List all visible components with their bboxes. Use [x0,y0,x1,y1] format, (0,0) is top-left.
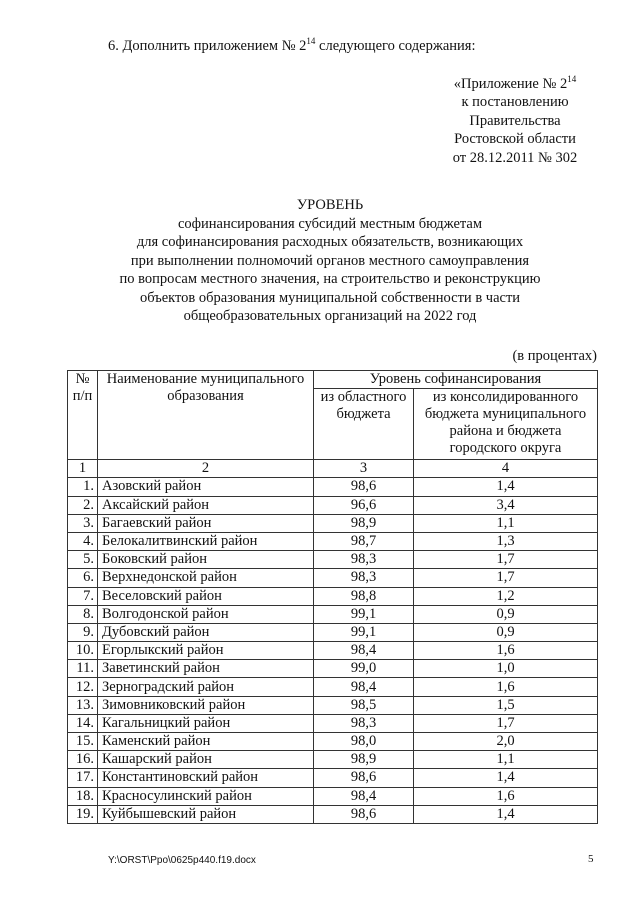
regional-share: 98,5 [314,696,414,714]
municipality-name: Азовский район [98,478,314,496]
row-number: 12. [68,678,98,696]
municipality-name: Зимовниковский район [98,696,314,714]
table-row [68,496,598,514]
appendix-sup: 14 [567,74,577,84]
table-row [68,678,598,696]
local-share: 1,6 [414,642,598,660]
row-number: 9. [68,623,98,641]
local-share: 0,9 [414,605,598,623]
title-heading: УРОВЕНЬ [296,197,364,213]
local-share: 1,1 [414,751,598,769]
column-number: 3 [314,460,414,478]
header-regional: из областного бюджета [314,389,414,460]
column-number: 2 [98,460,314,478]
row-number: 13. [68,696,98,714]
row-number: 1. [68,478,98,496]
regional-share: 98,6 [314,769,414,787]
regional-share: 99,1 [314,623,414,641]
table-row [68,551,598,569]
header-name: Наименование муниципального образования [98,371,314,460]
municipality-name: Багаевский район [98,514,314,532]
local-share: 1,7 [414,551,598,569]
column-number-row [68,460,598,478]
regional-share: 98,7 [314,532,414,550]
intro-text: 6. Дополнить приложением № 2 [108,37,307,54]
municipality-name: Константиновский район [98,769,314,787]
title-line: объектов образования муниципальной собственности в части [139,289,521,306]
title-line: по вопросам местного значения, на строительство и реконструкцию [119,271,541,287]
appendix-line: от 28.12.2011 № 302 [452,149,578,166]
regional-share: 98,4 [314,678,414,696]
table-row [68,587,598,605]
local-share: 1,7 [414,569,598,587]
table-row [68,642,598,660]
municipality-name: Заветинский район [98,660,314,678]
column-number: 4 [414,460,598,478]
row-number: 17. [68,769,98,787]
municipality-name: Кагальницкий район [98,714,314,732]
local-share: 1,4 [414,805,598,823]
local-share: 1,2 [414,587,598,605]
appendix-block [420,70,610,167]
municipality-name: Зерноградский район [98,678,314,696]
row-number: 11. [68,660,98,678]
row-number: 3. [68,514,98,532]
local-share: 1,1 [414,514,598,532]
regional-share: 98,9 [314,751,414,769]
row-number: 18. [68,787,98,805]
table-row [68,660,598,678]
local-share: 1,4 [414,478,598,496]
header-num: № п/п [68,371,98,460]
local-share: 1,4 [414,769,598,787]
row-number: 8. [68,605,98,623]
title-line: при выполнении полномочий органов местного самоуправления [130,252,530,269]
intro-paragraph [108,36,476,55]
municipality-name: Красносулинский район [98,787,314,805]
municipality-name: Дубовский район [98,623,314,641]
row-number: 2. [68,496,98,514]
document-title [60,196,600,326]
table-row [68,569,598,587]
local-share: 1,0 [414,660,598,678]
row-number: 10. [68,642,98,660]
municipality-name: Белокалитвинский район [98,532,314,550]
municipality-name: Аксайский район [98,496,314,514]
table-row [68,733,598,751]
row-number: 4. [68,532,98,550]
appendix-line: Ростовской области [454,131,576,148]
regional-share: 98,9 [314,514,414,532]
municipality-name: Кашарский район [98,751,314,769]
regional-share: 96,6 [314,496,414,514]
regional-share: 99,1 [314,605,414,623]
regional-share: 98,6 [314,478,414,496]
table-row [68,514,598,532]
table-row [68,751,598,769]
municipality-name: Каменский район [98,733,314,751]
municipality-name: Боковский район [98,551,314,569]
title-line: для софинансирования расходных обязательств, возникающих [136,234,524,250]
local-share: 0,9 [414,623,598,641]
table-row [68,532,598,550]
footer-path: Y:\ORST\Ppo\0625p440.f19.docx [108,855,256,866]
regional-share: 98,4 [314,787,414,805]
row-number: 14. [68,714,98,732]
table-row [68,623,598,641]
regional-share: 98,3 [314,714,414,732]
table-row [68,787,598,805]
appendix-line: Правительства [469,112,561,129]
unit-label: (в процентах) [512,348,597,364]
appendix-line: «Приложение № 2 [453,75,568,92]
header-row [68,371,598,389]
row-number: 7. [68,587,98,605]
regional-share: 98,8 [314,587,414,605]
local-share: 1,6 [414,678,598,696]
header-level: Уровень софинансирования [314,371,598,389]
title-line: общеобразовательных организаций на 2022 год [183,308,477,324]
regional-share: 99,0 [314,660,414,678]
table-row [68,478,598,496]
row-number: 15. [68,733,98,751]
municipality-name: Куйбышевский район [98,805,314,823]
table-row [68,605,598,623]
local-share: 1,6 [414,787,598,805]
municipality-name: Веселовский район [98,587,314,605]
row-number: 19. [68,805,98,823]
header-local: из консолидированного бюджета муниципального района и бюджета городского округа [414,389,598,460]
local-share: 3,4 [414,496,598,514]
table-row [68,714,598,732]
table-row [68,805,598,823]
cofinancing-table [67,370,598,824]
regional-share: 98,3 [314,569,414,587]
row-number: 5. [68,551,98,569]
municipality-name: Верхнедонской район [98,569,314,587]
table-row [68,696,598,714]
appendix-line: к постановлению [461,94,569,111]
title-line: софинансирования субсидий местным бюджетам [177,215,483,232]
regional-share: 98,4 [314,642,414,660]
column-number: 1 [68,460,98,478]
local-share: 2,0 [414,733,598,751]
municipality-name: Волгодонской район [98,605,314,623]
local-share: 1,5 [414,696,598,714]
municipality-name: Егорлыкский район [98,642,314,660]
local-share: 1,7 [414,714,598,732]
local-share: 1,3 [414,532,598,550]
intro-after: следующего содержания: [315,37,476,54]
intro-sup: 14 [306,36,316,46]
regional-share: 98,6 [314,805,414,823]
page-number: 5 [588,853,594,865]
row-number: 16. [68,751,98,769]
regional-share: 98,3 [314,551,414,569]
table-row [68,769,598,787]
regional-share: 98,0 [314,733,414,751]
row-number: 6. [68,569,98,587]
